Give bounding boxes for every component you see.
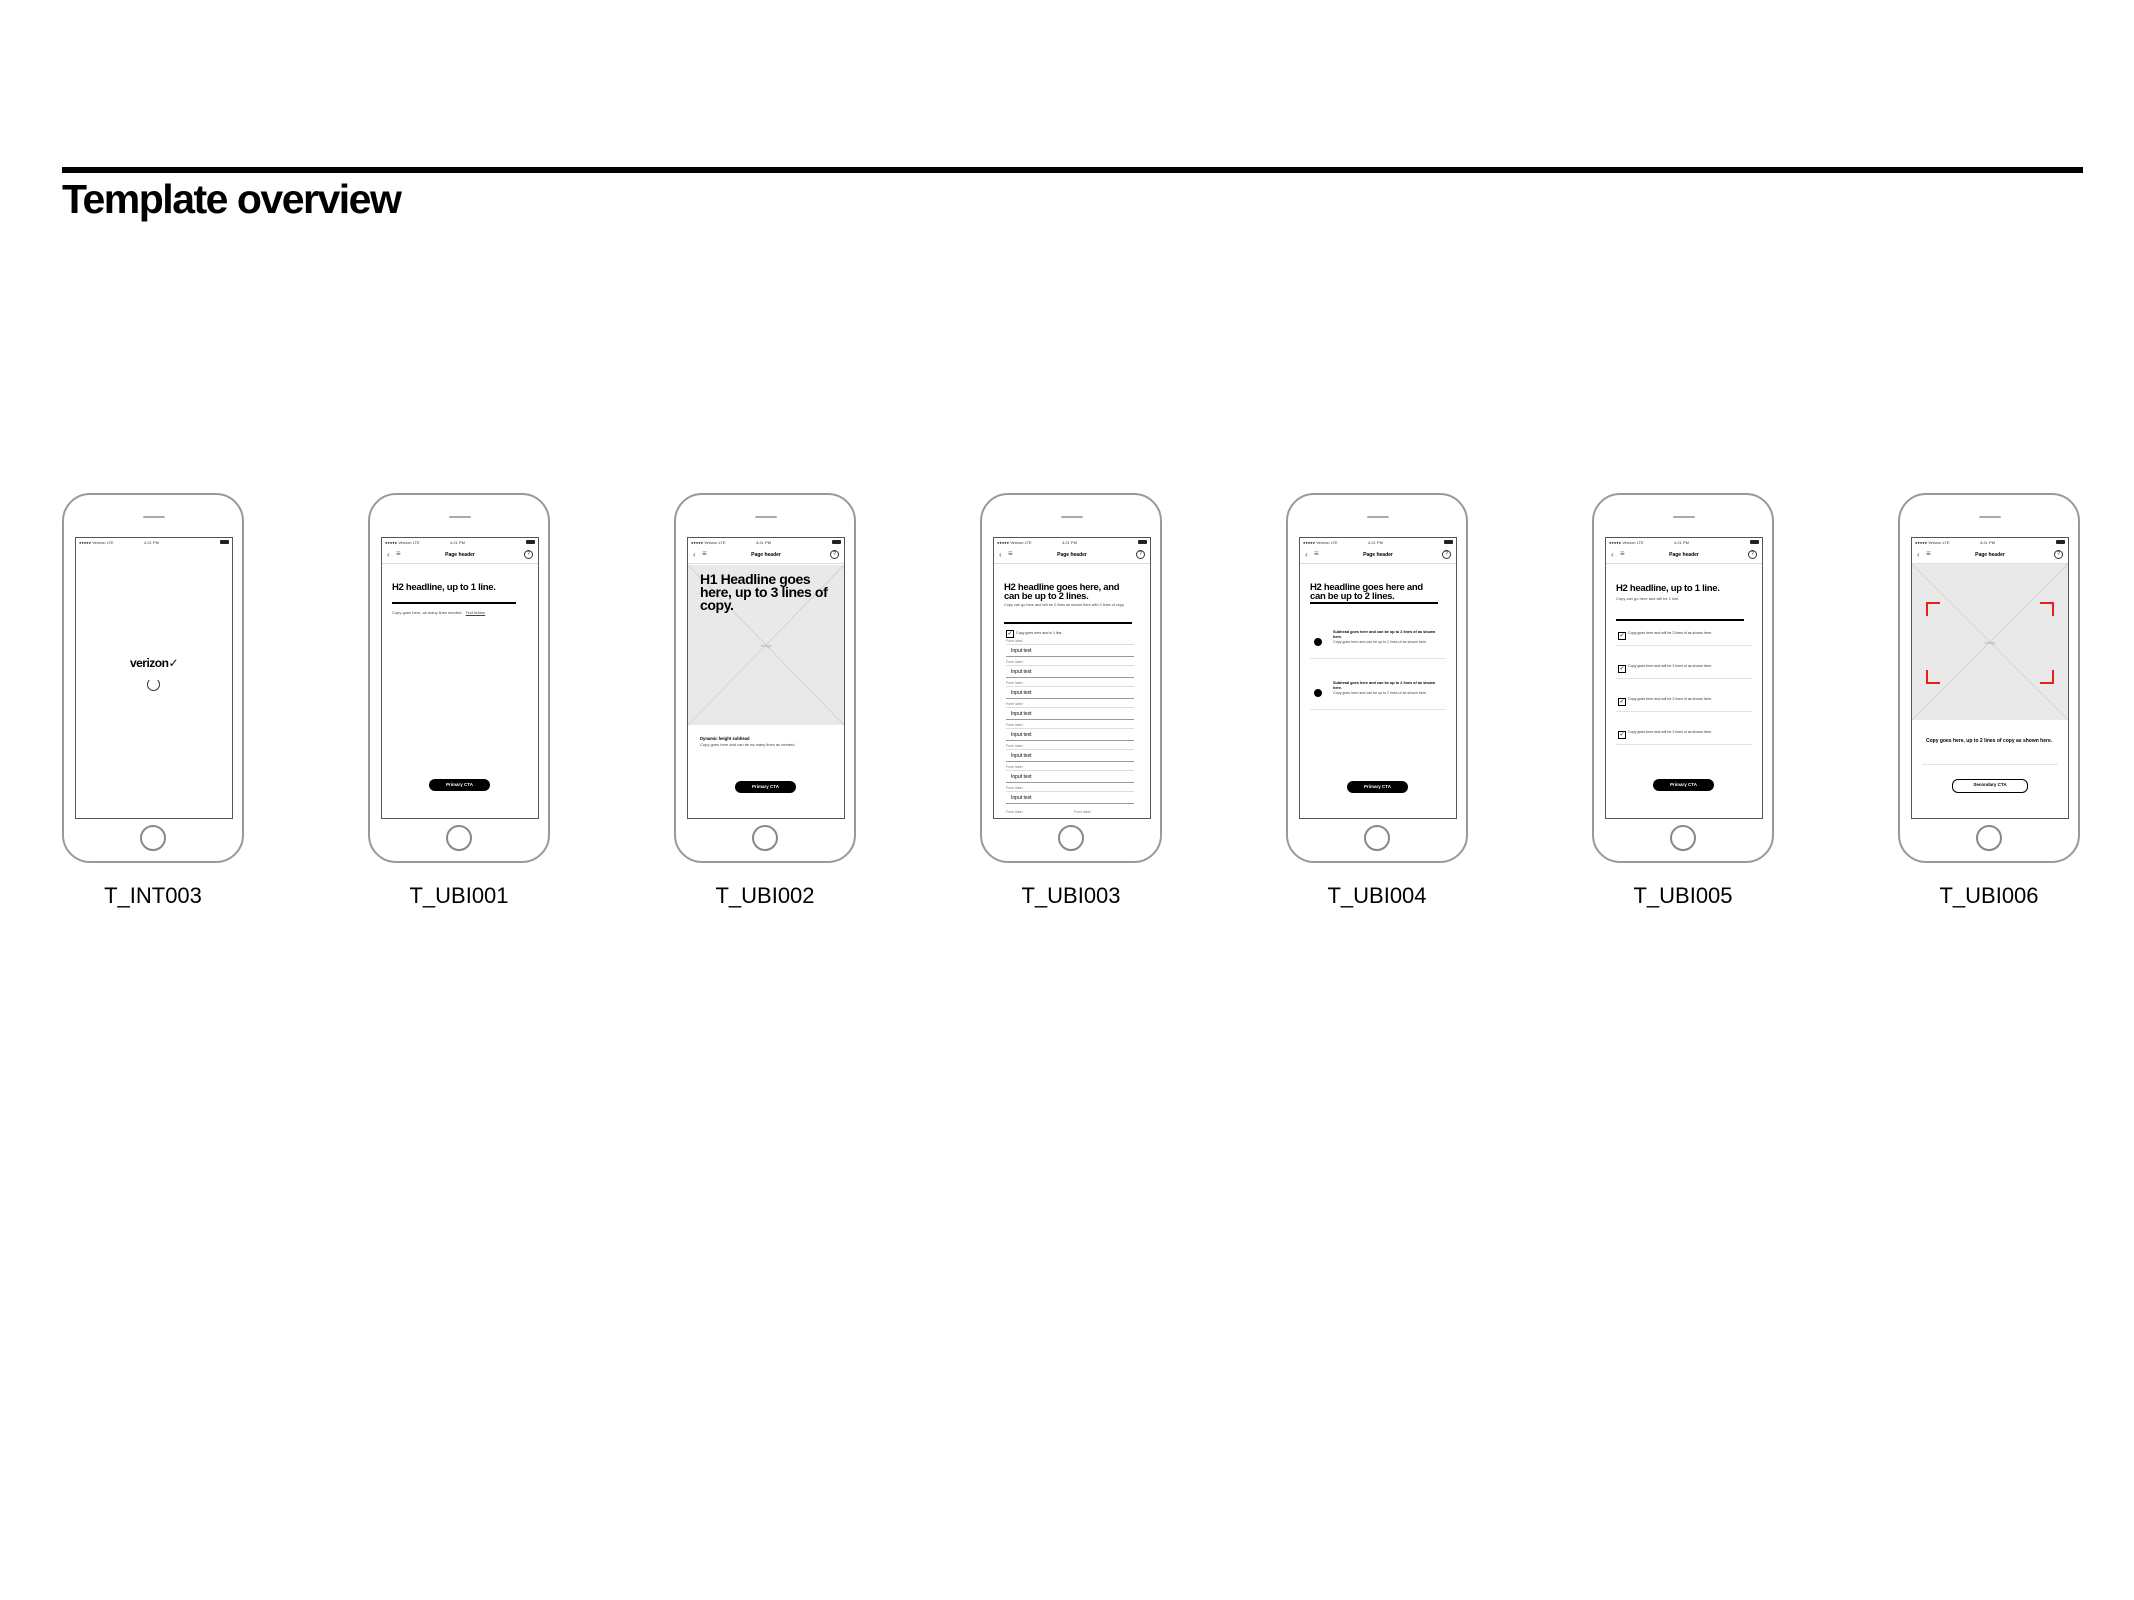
h1-headline: H1 Headline goes here, up to 3 lines of copy. <box>700 571 828 613</box>
menu-icon[interactable]: ≡ <box>1926 549 1931 558</box>
carrier-label: ●●●●● Verizon LTE <box>385 540 420 545</box>
back-icon[interactable]: ‹ <box>693 550 696 559</box>
phone-frame <box>368 493 550 863</box>
input-field[interactable]: Input text <box>1006 665 1134 678</box>
home-button <box>1364 825 1390 851</box>
input-field[interactable]: Input text <box>1006 644 1134 657</box>
option-subhead: Subhead goes here and can be up to 2 lines of as shown here. <box>1333 681 1436 690</box>
help-icon[interactable]: ? <box>1136 550 1145 559</box>
phone-frame <box>62 493 244 863</box>
home-button <box>1976 825 2002 851</box>
checkbox-label: Copy goes here and will be 2 lines of as shown here. <box>1628 697 1713 701</box>
image-label: Image <box>1984 640 1996 645</box>
help-icon[interactable]: ? <box>2054 550 2063 559</box>
body-copy: Copy goes here, up to 2 lines of copy as shown here. <box>1926 738 2053 744</box>
phone-screen <box>1299 537 1457 819</box>
speaker <box>143 516 165 518</box>
form-label: Form label <box>1006 810 1023 814</box>
headline: H2 headline, up to 1 line. <box>1616 583 1720 594</box>
speaker <box>755 516 777 518</box>
back-icon[interactable]: ‹ <box>1611 550 1614 559</box>
help-icon[interactable]: ? <box>1748 550 1757 559</box>
image-label: Image <box>760 643 772 648</box>
headline-underline <box>1616 619 1744 621</box>
radio-icon[interactable] <box>1314 638 1322 646</box>
page-header: Page header <box>1975 552 2005 558</box>
checkbox-label: Copy goes here and will be 2 lines of as shown here. <box>1628 730 1713 734</box>
headline-underline <box>1004 622 1132 624</box>
input-field[interactable]: Input text <box>1006 791 1134 804</box>
page-header: Page header <box>1057 552 1087 558</box>
input-field[interactable]: Input text <box>1006 707 1134 720</box>
page-header: Page header <box>751 552 781 558</box>
carrier-label: ●●●●● Verizon LTE <box>1915 540 1950 545</box>
home-button <box>1058 825 1084 851</box>
headline: H2 headline goes here, and can be up to 2 lines. <box>1004 582 1120 602</box>
option-copy: Copy goes here and can be up to 2 lines of as shown here. <box>1333 640 1427 644</box>
input-field[interactable]: Input text <box>1006 749 1134 762</box>
battery-icon <box>832 540 841 544</box>
menu-icon[interactable]: ≡ <box>1314 549 1319 558</box>
template-caption: T_UBI004 <box>1327 883 1427 908</box>
phone-screen <box>1911 537 2069 819</box>
spinner-icon <box>147 678 160 691</box>
status-time: 4:21 PM <box>450 540 465 545</box>
status-bar <box>994 538 1150 546</box>
secondary-cta-button[interactable]: Secondary CTA <box>1952 779 2028 793</box>
primary-cta-button[interactable]: Primary CTA <box>735 781 796 793</box>
checkbox-icon[interactable]: ✓ <box>1619 732 1625 738</box>
status-bar <box>1606 538 1762 546</box>
template-t-ubi002 <box>674 493 856 909</box>
speaker <box>1061 516 1083 518</box>
option-copy: Copy goes here and can be up to 2 lines of as shown here. <box>1333 691 1427 695</box>
back-icon[interactable]: ‹ <box>1917 550 1920 559</box>
checkbox-icon[interactable]: ✓ <box>1619 666 1625 672</box>
home-button <box>1670 825 1696 851</box>
status-bar <box>688 538 844 546</box>
template-t-ubi005 <box>1592 493 1774 909</box>
title-rule <box>62 167 2083 173</box>
item-divider <box>1616 678 1752 679</box>
phone-screen <box>993 537 1151 819</box>
battery-icon <box>1444 540 1453 544</box>
checkbox-icon[interactable]: ✓ <box>1619 633 1625 639</box>
status-time: 4:21 PM <box>1062 540 1077 545</box>
status-time: 4:21 PM <box>1980 540 1995 545</box>
verizon-logo: verizon✓ <box>129 656 179 670</box>
nav-bar <box>382 547 538 564</box>
battery-icon <box>1138 540 1147 544</box>
phone-frame <box>1898 493 2080 863</box>
checkbox-icon[interactable]: ✓ <box>1619 699 1625 705</box>
nav-bar <box>1606 547 1762 564</box>
body-copy: Copy can go here and will be 1 line. <box>1616 596 1680 601</box>
item-divider <box>1616 645 1752 646</box>
template-t-ubi001 <box>368 493 550 909</box>
help-icon[interactable]: ? <box>830 550 839 559</box>
input-field[interactable]: Input text <box>1006 770 1134 783</box>
template-caption: T_UBI006 <box>1939 883 2039 908</box>
menu-icon[interactable]: ≡ <box>396 549 401 558</box>
battery-icon <box>1750 540 1759 544</box>
status-bar <box>76 538 232 546</box>
status-bar <box>1912 538 2068 546</box>
viewfinder-corner-bottom-right <box>2040 670 2054 684</box>
primary-cta-button[interactable]: Primary CTA <box>429 779 490 791</box>
copy-divider <box>1922 764 2058 765</box>
option-subhead: Subhead goes here and can be up to 2 lines of as shown here. <box>1333 630 1436 639</box>
option-divider <box>1310 709 1446 710</box>
form-label: Form label <box>1006 765 1023 769</box>
carrier-label: ●●●●● Verizon LTE <box>691 540 726 545</box>
back-icon[interactable]: ‹ <box>387 550 390 559</box>
phone-screen <box>687 537 845 819</box>
speaker <box>1673 516 1695 518</box>
body-copy: Copy can go here and will be 2 lines as shown here with 2 lines of copy. <box>1004 603 1125 607</box>
status-bar <box>382 538 538 546</box>
help-icon[interactable]: ? <box>1442 550 1451 559</box>
phone-frame <box>1592 493 1774 863</box>
viewfinder-corner-top-right <box>2040 602 2054 616</box>
camera-viewfinder <box>1912 564 2068 720</box>
page-title: Template overview <box>62 176 401 222</box>
form-label: Form label <box>1074 810 1091 814</box>
headline-underline <box>392 602 516 604</box>
headline: H2 headline goes here and can be up to 2 lines. <box>1310 582 1423 602</box>
carrier-label: ●●●●● Verizon LTE <box>1609 540 1644 545</box>
carrier-label: ●●●●● Verizon LTE <box>79 540 114 545</box>
status-time: 4:21 PM <box>144 540 159 545</box>
phone-screen <box>75 537 233 819</box>
phone-frame <box>980 493 1162 863</box>
checkbox-icon[interactable]: ✓ <box>1007 631 1013 637</box>
nav-bar <box>994 547 1150 564</box>
battery-icon <box>526 540 535 544</box>
template-caption: T_UBI003 <box>1021 883 1121 908</box>
option-divider <box>1310 658 1446 659</box>
subhead: Dynamic height subhead <box>700 736 750 741</box>
home-button <box>140 825 166 851</box>
primary-cta-button[interactable]: Primary CTA <box>1347 781 1408 793</box>
viewfinder-corner-bottom-left <box>1926 670 1940 684</box>
viewfinder-corner-top-left <box>1926 602 1940 616</box>
body-copy-text: Copy goes here, as many lines needed. <box>392 610 463 615</box>
text-button[interactable]: Text button <box>465 610 486 615</box>
menu-icon[interactable]: ≡ <box>1620 549 1625 558</box>
back-icon[interactable]: ‹ <box>999 550 1002 559</box>
status-time: 4:21 PM <box>756 540 771 545</box>
radio-icon[interactable] <box>1314 689 1322 697</box>
template-t-ubi004 <box>1286 493 1468 909</box>
page-header: Page header <box>1363 552 1393 558</box>
menu-icon[interactable]: ≡ <box>1008 549 1013 558</box>
page-header: Page header <box>1669 552 1699 558</box>
template-t-int003 <box>62 493 244 909</box>
template-caption: T_INT003 <box>104 883 202 908</box>
item-divider <box>1616 744 1752 745</box>
form-label: Form label <box>1006 744 1023 748</box>
template-caption: T_UBI001 <box>409 883 509 908</box>
input-field[interactable]: Input text <box>1006 686 1134 699</box>
form-label: Form label <box>1006 702 1023 706</box>
template-caption: T_UBI005 <box>1633 883 1733 908</box>
checkbox-label: Copy goes here and will be 2 lines of as shown here. <box>1628 631 1713 635</box>
battery-icon <box>2056 540 2065 544</box>
body-copy <box>392 610 532 615</box>
menu-icon[interactable]: ≡ <box>702 549 707 558</box>
battery-icon <box>220 540 229 544</box>
template-t-ubi003 <box>980 493 1162 909</box>
speaker <box>1979 516 2001 518</box>
status-bar <box>1300 538 1456 546</box>
status-time: 4:21 PM <box>1368 540 1383 545</box>
template-caption: T_UBI002 <box>715 883 815 908</box>
page-header: Page header <box>445 552 475 558</box>
phone-frame <box>674 493 856 863</box>
carrier-label: ●●●●● Verizon LTE <box>1303 540 1338 545</box>
checkbox-label: Copy goes here and is 1 line. <box>1016 631 1063 635</box>
home-button <box>446 825 472 851</box>
template-t-ubi006 <box>1898 493 2080 909</box>
nav-bar <box>1912 547 2068 564</box>
body-copy: Copy goes here and can be as many lines as needed. <box>700 742 796 747</box>
back-icon[interactable]: ‹ <box>1305 550 1308 559</box>
form-label: Form label <box>1006 639 1023 643</box>
headline-underline <box>1310 602 1438 604</box>
help-icon[interactable]: ? <box>524 550 533 559</box>
form-label: Form label <box>1006 681 1023 685</box>
nav-bar <box>1300 547 1456 564</box>
speaker <box>449 516 471 518</box>
speaker <box>1367 516 1389 518</box>
primary-cta-button[interactable]: Primary CTA <box>1653 779 1714 791</box>
phone-screen <box>1605 537 1763 819</box>
form-label: Form label <box>1006 660 1023 664</box>
headline: H2 headline, up to 1 line. <box>392 582 496 593</box>
nav-bar <box>688 547 844 564</box>
input-field[interactable]: Input text <box>1006 728 1134 741</box>
item-divider <box>1616 711 1752 712</box>
status-time: 4:21 PM <box>1674 540 1689 545</box>
form-label: Form label <box>1006 723 1023 727</box>
home-button <box>752 825 778 851</box>
phone-frame <box>1286 493 1468 863</box>
form-label: Form label <box>1006 786 1023 790</box>
phone-screen <box>381 537 539 819</box>
carrier-label: ●●●●● Verizon LTE <box>997 540 1032 545</box>
checkbox-label: Copy goes here and will be 2 lines of as shown here. <box>1628 664 1713 668</box>
